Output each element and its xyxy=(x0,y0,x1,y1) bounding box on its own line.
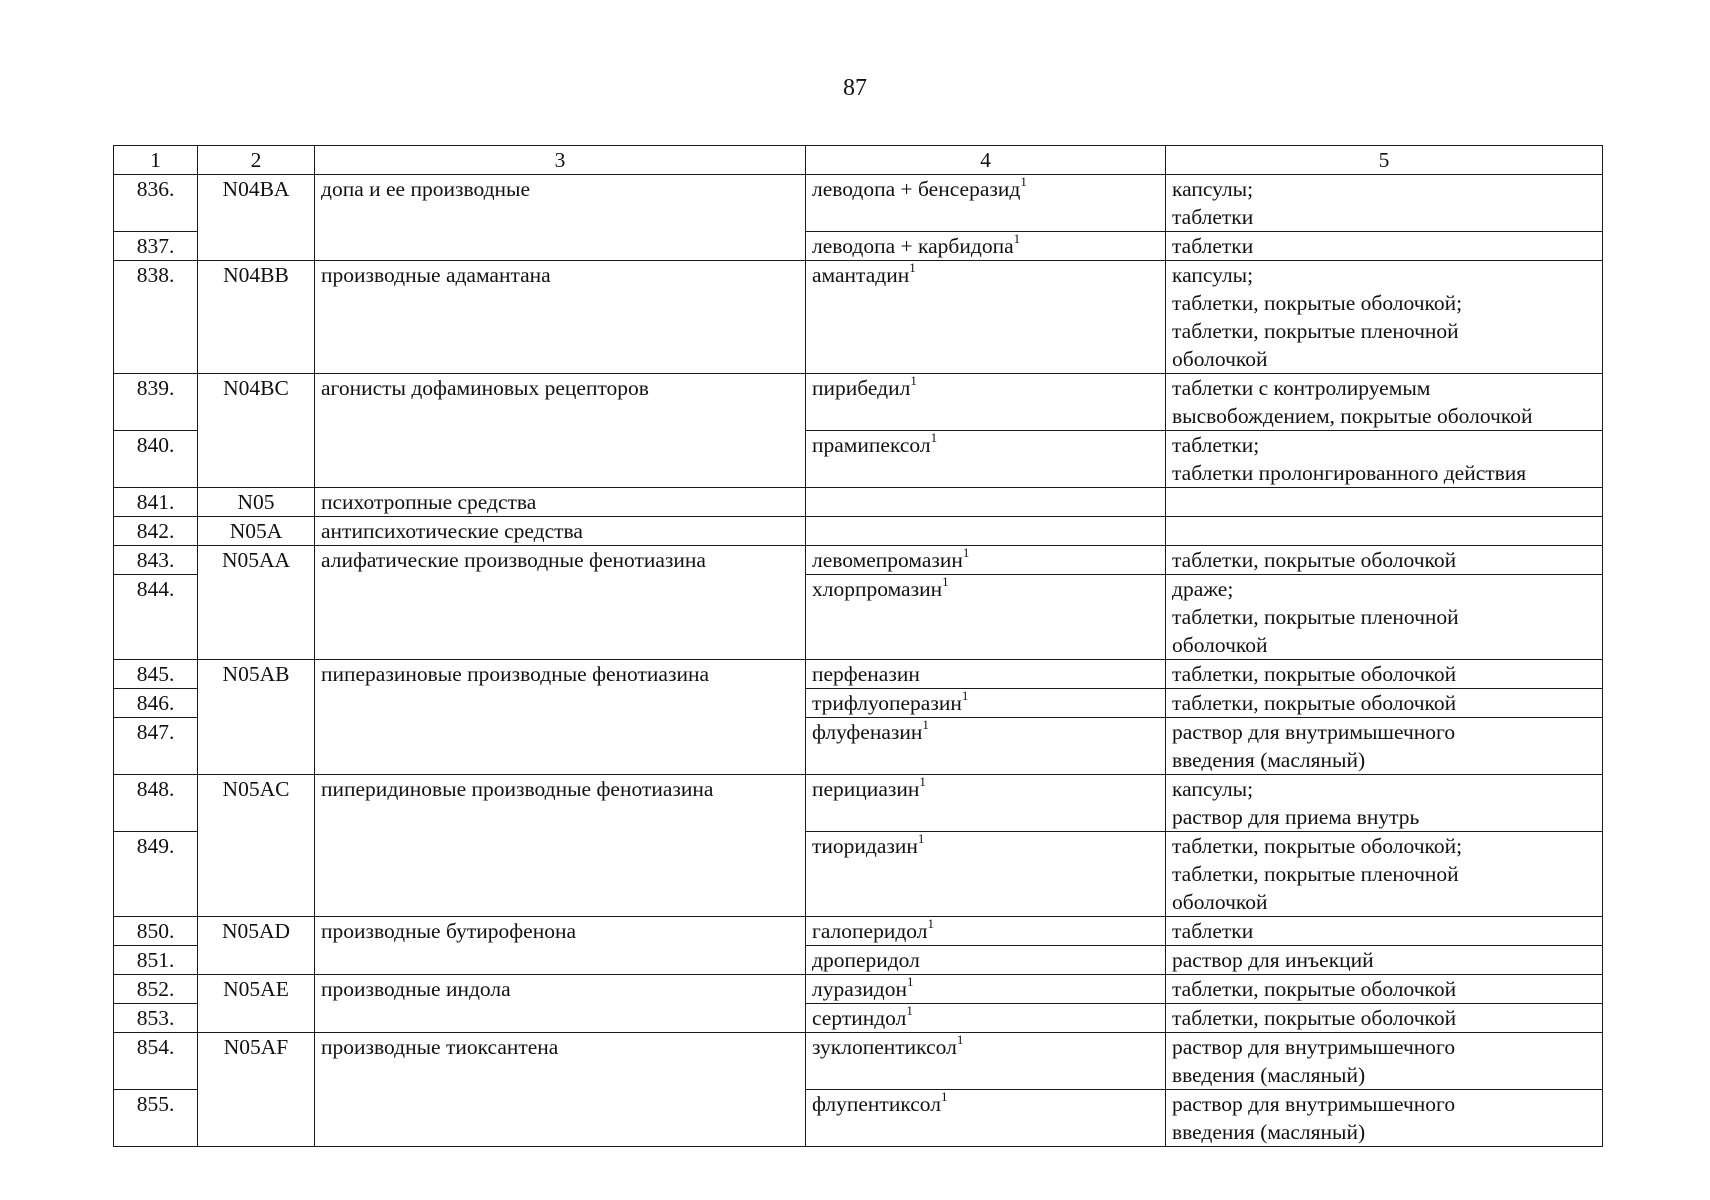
drug-name-text: галоперидол xyxy=(812,919,928,943)
table-row xyxy=(114,261,1603,374)
drug-name xyxy=(806,175,1166,232)
row-number: 841. xyxy=(114,488,198,517)
atc-group-name: производные тиоксантена xyxy=(315,1033,806,1147)
column-header: 2 xyxy=(198,146,315,175)
drug-name xyxy=(806,775,1166,832)
footnote-mark: 1 xyxy=(1013,230,1021,246)
drug-name xyxy=(806,546,1166,575)
dosage-form: раствор для инъекций xyxy=(1166,946,1603,975)
table-row xyxy=(114,975,1603,1004)
atc-group-name: психотропные средства xyxy=(315,488,806,517)
footnote-mark: 1 xyxy=(909,259,916,275)
drug-name xyxy=(806,832,1166,917)
dosage-form xyxy=(1166,517,1603,546)
row-number: 837. xyxy=(114,232,198,261)
atc-group-name: алифатические производные фенотиазина xyxy=(315,546,806,660)
atc-code: N04BB xyxy=(198,261,315,374)
atc-code: N05AF xyxy=(198,1033,315,1147)
atc-group-name: производные бутирофенона xyxy=(315,917,806,975)
atc-code: N05AE xyxy=(198,975,315,1033)
row-number: 836. xyxy=(114,175,198,232)
footnote-mark: 1 xyxy=(917,830,925,846)
atc-code: N05AA xyxy=(198,546,315,660)
footnote-mark: 1 xyxy=(919,773,926,789)
drug-name-text: дроперидол xyxy=(812,948,920,972)
drug-name xyxy=(806,1004,1166,1033)
row-number: 855. xyxy=(114,1090,198,1147)
atc-code: N05 xyxy=(198,488,315,517)
footnote-mark: 1 xyxy=(906,1002,913,1018)
row-number: 840. xyxy=(114,431,198,488)
footnote-mark: 1 xyxy=(962,544,970,560)
dosage-form: таблетки; таблетки пролонгированного действия xyxy=(1166,431,1603,488)
dosage-form: таблетки xyxy=(1166,232,1603,261)
dosage-form: таблетки с контролируемым высвобождением, покрытые оболочкой xyxy=(1166,374,1603,431)
atc-group-name: антипсихотические средства xyxy=(315,517,806,546)
row-number: 849. xyxy=(114,832,198,917)
table-row xyxy=(114,175,1603,232)
footnote-mark: 1 xyxy=(956,1031,964,1047)
drug-name xyxy=(806,488,1166,517)
dosage-form: капсулы; таблетки, покрытые оболочкой; таблетки, покрытые пленочной оболочкой xyxy=(1166,261,1603,374)
row-number: 838. xyxy=(114,261,198,374)
column-header: 3 xyxy=(315,146,806,175)
footnote-mark: 1 xyxy=(910,372,917,388)
table-row xyxy=(114,517,1603,546)
table-row xyxy=(114,660,1603,689)
drug-name-text: прамипексол xyxy=(812,433,931,457)
dosage-form: таблетки, покрытые оболочкой xyxy=(1166,1004,1603,1033)
row-number: 851. xyxy=(114,946,198,975)
drug-name xyxy=(806,718,1166,775)
footnote-mark: 1 xyxy=(961,687,969,703)
drug-name-text: тиоридазин xyxy=(812,834,918,858)
dosage-form: таблетки xyxy=(1166,917,1603,946)
dosage-form: раствор для внутримышечного введения (масляный) xyxy=(1166,1090,1603,1147)
dosage-form: раствор для внутримышечного введения (масляный) xyxy=(1166,1033,1603,1090)
dosage-form: капсулы; раствор для приема внутрь xyxy=(1166,775,1603,832)
drug-table xyxy=(113,145,1603,1147)
atc-code: N05AC xyxy=(198,775,315,917)
column-header: 4 xyxy=(806,146,1166,175)
row-number: 853. xyxy=(114,1004,198,1033)
drug-name-text: трифлуоперазин xyxy=(812,691,962,715)
drug-name xyxy=(806,575,1166,660)
drug-name-text: пирибедил xyxy=(812,376,911,400)
footnote-mark: 1 xyxy=(930,429,938,445)
table-row xyxy=(114,546,1603,575)
row-number: 843. xyxy=(114,546,198,575)
drug-name xyxy=(806,689,1166,718)
drug-name xyxy=(806,975,1166,1004)
table-row xyxy=(114,1033,1603,1090)
dosage-form: драже; таблетки, покрытые пленочной оболочкой xyxy=(1166,575,1603,660)
table-body xyxy=(114,175,1603,1147)
atc-code: N05A xyxy=(198,517,315,546)
drug-name xyxy=(806,232,1166,261)
footnote-mark: 1 xyxy=(906,973,914,989)
row-number: 844. xyxy=(114,575,198,660)
dosage-form: раствор для внутримышечного введения (масляный) xyxy=(1166,718,1603,775)
drug-name-text: зуклопентиксол xyxy=(812,1035,957,1059)
drug-name xyxy=(806,917,1166,946)
row-number: 839. xyxy=(114,374,198,431)
page-number: 87 xyxy=(843,75,867,101)
dosage-form: таблетки, покрытые оболочкой xyxy=(1166,546,1603,575)
atc-group-name: допа и ее производные xyxy=(315,175,806,261)
drug-name-text: левомепромазин xyxy=(812,548,963,572)
dosage-form xyxy=(1166,488,1603,517)
drug-name-text: флуфеназин xyxy=(812,720,923,744)
drug-name xyxy=(806,660,1166,689)
atc-code: N05AB xyxy=(198,660,315,775)
footnote-mark: 1 xyxy=(942,573,949,589)
atc-group-name: пиперазиновые производные фенотиазина xyxy=(315,660,806,775)
column-header: 5 xyxy=(1166,146,1603,175)
table-row xyxy=(114,374,1603,431)
atc-group-name: агонисты дофаминовых рецепторов xyxy=(315,374,806,488)
drug-name-text: перициазин xyxy=(812,777,920,801)
dosage-form: таблетки, покрытые оболочкой; таблетки, покрытые пленочной оболочкой xyxy=(1166,832,1603,917)
atc-code: N04BC xyxy=(198,374,315,488)
dosage-form: таблетки, покрытые оболочкой xyxy=(1166,975,1603,1004)
table-row xyxy=(114,775,1603,832)
dosage-form: таблетки, покрытые оболочкой xyxy=(1166,660,1603,689)
footnote-mark: 1 xyxy=(940,1088,948,1104)
row-number: 852. xyxy=(114,975,198,1004)
row-number: 846. xyxy=(114,689,198,718)
drug-name-text: леводопа + бенсеразид xyxy=(812,177,1021,201)
atc-group-name: пиперидиновые производные фенотиазина xyxy=(315,775,806,917)
drug-name-text: хлорпромазин xyxy=(812,577,943,601)
row-number: 848. xyxy=(114,775,198,832)
dosage-form: капсулы; таблетки xyxy=(1166,175,1603,232)
footnote-mark: 1 xyxy=(922,716,929,732)
table-row xyxy=(114,488,1603,517)
row-number: 842. xyxy=(114,517,198,546)
footnote-mark: 1 xyxy=(1020,173,1027,189)
row-number: 850. xyxy=(114,917,198,946)
row-number: 845. xyxy=(114,660,198,689)
footnote-mark: 1 xyxy=(927,915,934,931)
drug-name-text: амантадин xyxy=(812,263,910,287)
drug-name xyxy=(806,946,1166,975)
column-header: 1 xyxy=(114,146,198,175)
drug-name-text: перфеназин xyxy=(812,662,920,686)
drug-name xyxy=(806,517,1166,546)
drug-name xyxy=(806,1090,1166,1147)
drug-name xyxy=(806,261,1166,374)
row-number: 847. xyxy=(114,718,198,775)
atc-code: N05AD xyxy=(198,917,315,975)
table-row xyxy=(114,917,1603,946)
drug-name xyxy=(806,374,1166,431)
atc-group-name: производные индола xyxy=(315,975,806,1033)
drug-name xyxy=(806,431,1166,488)
dosage-form: таблетки, покрытые оболочкой xyxy=(1166,689,1603,718)
drug-name-text: сертиндол xyxy=(812,1006,907,1030)
row-number: 854. xyxy=(114,1033,198,1090)
table-header-row xyxy=(114,146,1603,175)
drug-name-text: флупентиксол xyxy=(812,1092,941,1116)
drug-name-text: луразидон xyxy=(812,977,907,1001)
atc-group-name: производные адамантана xyxy=(315,261,806,374)
atc-code: N04BA xyxy=(198,175,315,261)
drug-name-text: леводопа + карбидопа xyxy=(812,234,1014,258)
drug-name xyxy=(806,1033,1166,1090)
